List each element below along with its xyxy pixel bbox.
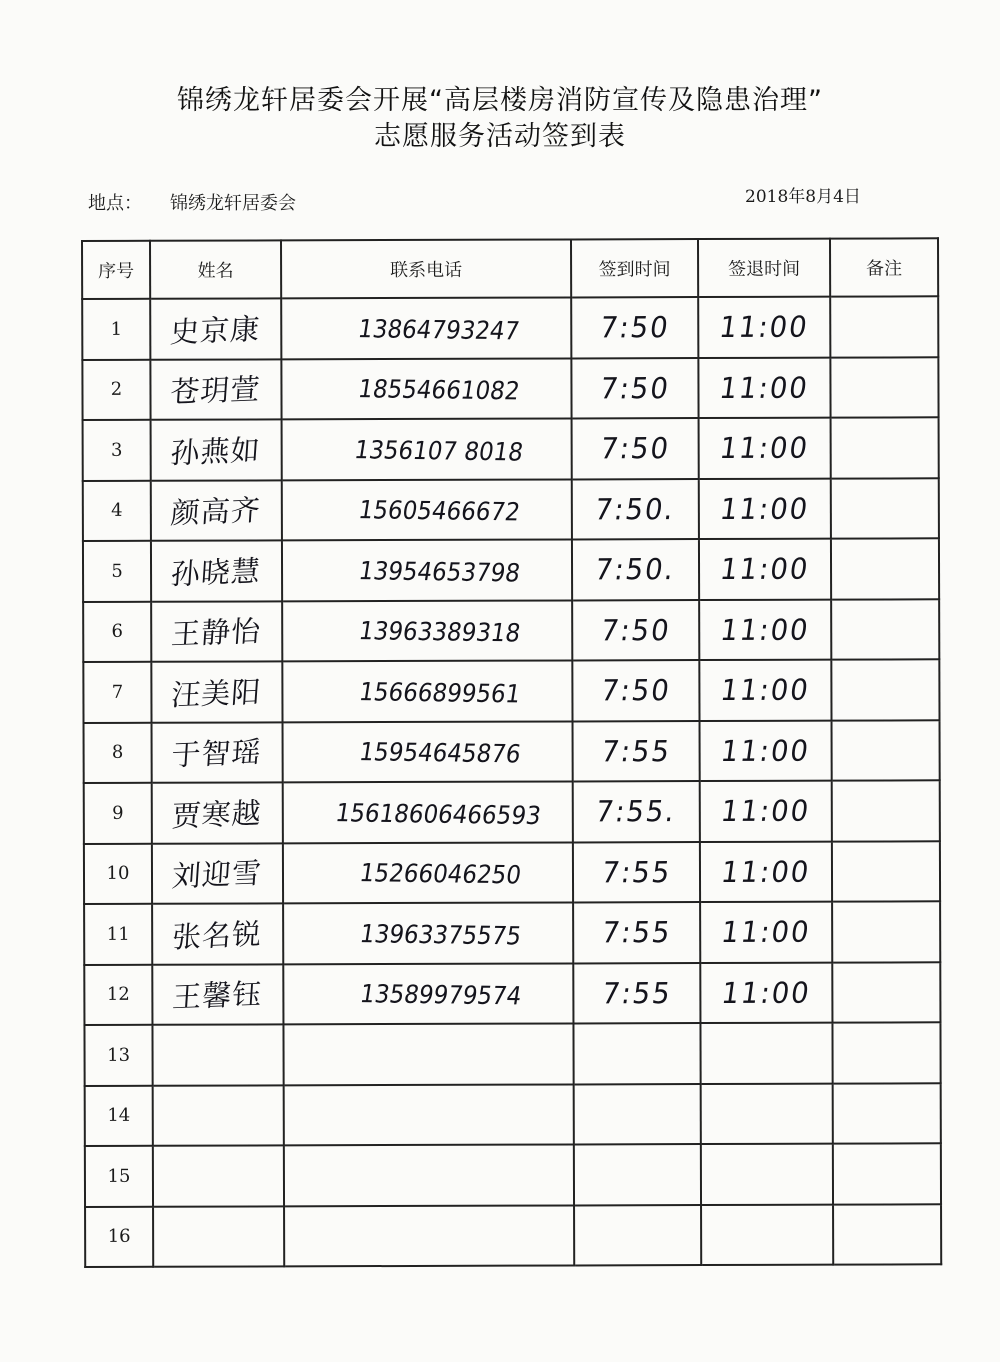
volunteer-name-cell [150,298,281,359]
volunteer-name-cell [153,1085,284,1146]
sign-in-time: 7:50. [592,491,678,527]
phone-number-cell [282,479,572,540]
volunteer-name: 孙燕如 [169,432,263,471]
sign-out-time: 11:00 [717,370,812,405]
phone-number: 15666899561 [356,676,523,709]
sign-out-time-cell [698,297,830,358]
row-number-cell: 3 [83,420,151,481]
row-number-cell: 12 [84,964,152,1025]
col-header-phone: 联系电话 [281,239,571,298]
sign-in-time: 7:55. [593,794,679,829]
phone-number-cell [282,418,572,479]
location-line [88,189,296,215]
phone-number: 13963389318 [356,616,522,648]
sign-in-time-cell [573,842,700,903]
sign-in-time: 7:50 [598,673,673,708]
sign-in-time-cell [573,721,700,782]
col-header-name: 姓名 [150,240,281,298]
volunteer-name: 王静怡 [170,614,263,652]
sign-out-time: 11:00 [717,430,812,466]
volunteer-name-cell [152,843,283,904]
remark-cell [831,538,939,599]
remark-cell [831,417,939,478]
table-row [83,478,939,541]
location-label: 地点： [88,193,142,214]
col-header-time-in: 签到时间 [571,239,698,297]
sign-out-time-cell [700,720,832,781]
volunteer-name-cell [153,1206,284,1267]
volunteer-name: 史京康 [169,311,262,350]
phone-number: 15618606466593 [333,797,543,830]
phone-number: 13589979574 [357,979,524,1011]
col-header-time-out: 签退时间 [698,239,830,297]
volunteer-name-cell [152,964,283,1025]
phone-number-cell [283,721,573,782]
table-row [83,417,939,480]
phone-number: 15954645876 [356,737,523,769]
remark-cell [833,1143,941,1204]
remark-cell [832,780,940,841]
sign-out-time: 11:00 [718,491,812,526]
document-subtitle: 志愿服务活动签到表 [374,121,626,152]
row-number-cell: 7 [83,662,151,723]
sign-in-time: 7:55 [599,854,674,890]
remark-cell [832,841,940,902]
sign-out-time: 11:00 [718,672,813,708]
phone-number: 13864793247 [355,313,521,346]
phone-number-cell [283,963,573,1024]
row-number-cell: 15 [85,1146,153,1207]
sign-in-time-cell [572,539,699,600]
volunteer-name-cell [152,1024,283,1085]
volunteer-name-cell [151,480,282,541]
volunteer-name-cell [151,661,282,722]
sign-out-time: 11:00 [719,854,813,889]
sign-out-time: 11:00 [718,612,813,647]
volunteer-name-cell [151,601,282,662]
phone-number: 18554661082 [355,374,522,406]
phone-number-cell [281,297,571,358]
sign-out-time-cell [699,539,831,600]
remark-cell [831,659,939,720]
phone-number-cell [282,660,572,721]
phone-number-cell [282,539,572,600]
sign-in-time-cell [572,418,699,479]
row-number-cell: 9 [84,783,152,844]
col-header-note: 备注 [830,238,938,296]
sign-out-time-cell [699,478,831,539]
row-number-cell: 2 [82,359,150,420]
phone-number-cell [284,1084,574,1145]
phone-number: 13954653798 [356,555,522,588]
sign-out-time-cell [699,660,831,721]
document-title: 锦绣龙轩居委会开展“高层楼房消防宣传及隐患治理” [177,85,823,116]
volunteer-name-cell [152,782,283,843]
sign-out-time-cell [700,1023,832,1084]
table-row [84,841,940,904]
row-number-cell: 4 [83,480,151,541]
sign-in-time: 7:50 [598,431,673,466]
phone-number: 13963375575 [357,918,523,951]
phone-number-cell [281,358,571,419]
sign-in-time-cell [574,1205,701,1266]
volunteer-name: 苍玥萱 [169,372,262,410]
sign-in-time-cell [574,1084,701,1145]
sign-in-time: 7:55 [599,975,674,1011]
location-value: 锦绣龙轩居委会 [170,193,296,214]
table-row [84,962,940,1025]
sign-out-time: 11:00 [718,551,812,587]
table-row [84,901,940,964]
row-number-cell: 14 [85,1085,153,1146]
volunteer-name-cell [153,1145,284,1206]
sign-in-table [81,237,942,1268]
volunteer-name-cell [152,903,283,964]
sign-in-time: 7:55 [599,733,674,769]
phone-number: 1356107 8018 [351,434,525,467]
sign-in-time-cell [573,963,700,1024]
volunteer-name: 颜高齐 [170,493,263,531]
sign-out-time-cell [698,357,830,418]
table-row [85,1143,941,1206]
sign-out-time-cell [700,781,832,842]
table-row [83,538,939,601]
sign-out-time: 11:00 [718,733,813,768]
remark-cell [832,1022,940,1083]
sheet-date: 2018年8月4日 [745,187,861,207]
remark-cell [830,357,938,418]
phone-number-cell [284,1144,574,1205]
sign-in-time: 7:50 [597,310,672,345]
sign-in-time: 7:50. [593,552,678,587]
sign-out-time-cell [700,902,832,963]
remark-cell [831,599,939,660]
volunteer-name-cell [152,722,283,783]
volunteer-name: 汪美阳 [170,674,263,713]
sign-in-time-cell [571,358,698,419]
sign-in-time-cell [573,902,700,963]
table-row [82,357,938,420]
sign-out-time-cell [701,1204,833,1265]
sign-out-time-cell [701,1144,833,1205]
sign-in-time-cell [572,660,699,721]
phone-number-cell [283,1023,573,1084]
volunteer-name: 王馨钰 [171,977,264,1015]
table-header-row [82,238,938,299]
volunteer-name: 张名锐 [171,916,264,955]
remark-cell [832,720,940,781]
volunteer-name: 刘迎雪 [171,856,264,894]
table-row [85,1083,941,1146]
sign-out-time-cell [699,418,831,479]
phone-number: 15266046250 [357,858,523,890]
table-row [83,599,939,662]
sign-in-time-cell [573,1023,700,1084]
volunteer-name: 于智瑶 [170,735,264,773]
row-number-cell: 13 [84,1025,152,1086]
phone-number-cell [284,1205,574,1266]
sign-in-time: 7:50 [598,612,673,648]
sign-in-time-cell [571,297,698,358]
phone-number-cell [283,842,573,903]
sign-in-time-cell [572,479,699,540]
sign-out-time-cell [701,1083,833,1144]
row-number-cell: 16 [85,1206,153,1267]
table-row [84,780,940,843]
phone-number: 15605466672 [356,495,522,527]
remark-cell [833,1083,941,1144]
row-number-cell: 10 [84,843,152,904]
volunteer-name-cell [151,419,282,480]
row-number-cell: 5 [83,541,151,602]
row-number-cell: 11 [84,904,152,965]
col-header-no: 序号 [82,241,150,299]
remark-cell [831,478,939,539]
sign-in-time: 7:50 [597,370,673,406]
sign-out-time: 11:00 [719,793,813,829]
row-number-cell: 1 [82,299,150,360]
table-row [82,296,938,359]
volunteer-name: 贾寒越 [171,795,264,834]
sign-out-time-cell [700,841,832,902]
sign-out-time: 11:00 [719,914,813,950]
phone-number-cell [283,781,573,842]
sign-out-time-cell [699,599,831,660]
sign-out-time: 11:00 [719,975,814,1010]
sign-out-time-cell [700,962,832,1023]
sign-in-time-cell [573,781,700,842]
remark-cell [832,901,940,962]
table-row [84,720,940,783]
sign-in-time-cell [574,1144,701,1205]
sign-out-time: 11:00 [717,309,812,345]
remark-cell [833,1204,941,1265]
volunteer-name-cell [151,540,282,601]
volunteer-name: 孙晓慧 [170,553,263,592]
remark-cell [830,296,938,357]
phone-number-cell [282,600,572,661]
volunteer-name-cell [150,359,281,420]
row-number-cell: 8 [84,722,152,783]
table-row [85,1204,941,1267]
row-number-cell: 6 [83,601,151,662]
phone-number-cell [283,902,573,963]
remark-cell [832,962,940,1023]
table-row [83,659,939,722]
sign-in-time: 7:55 [599,915,674,950]
table-row [84,1022,940,1085]
sign-in-time-cell [572,600,699,661]
